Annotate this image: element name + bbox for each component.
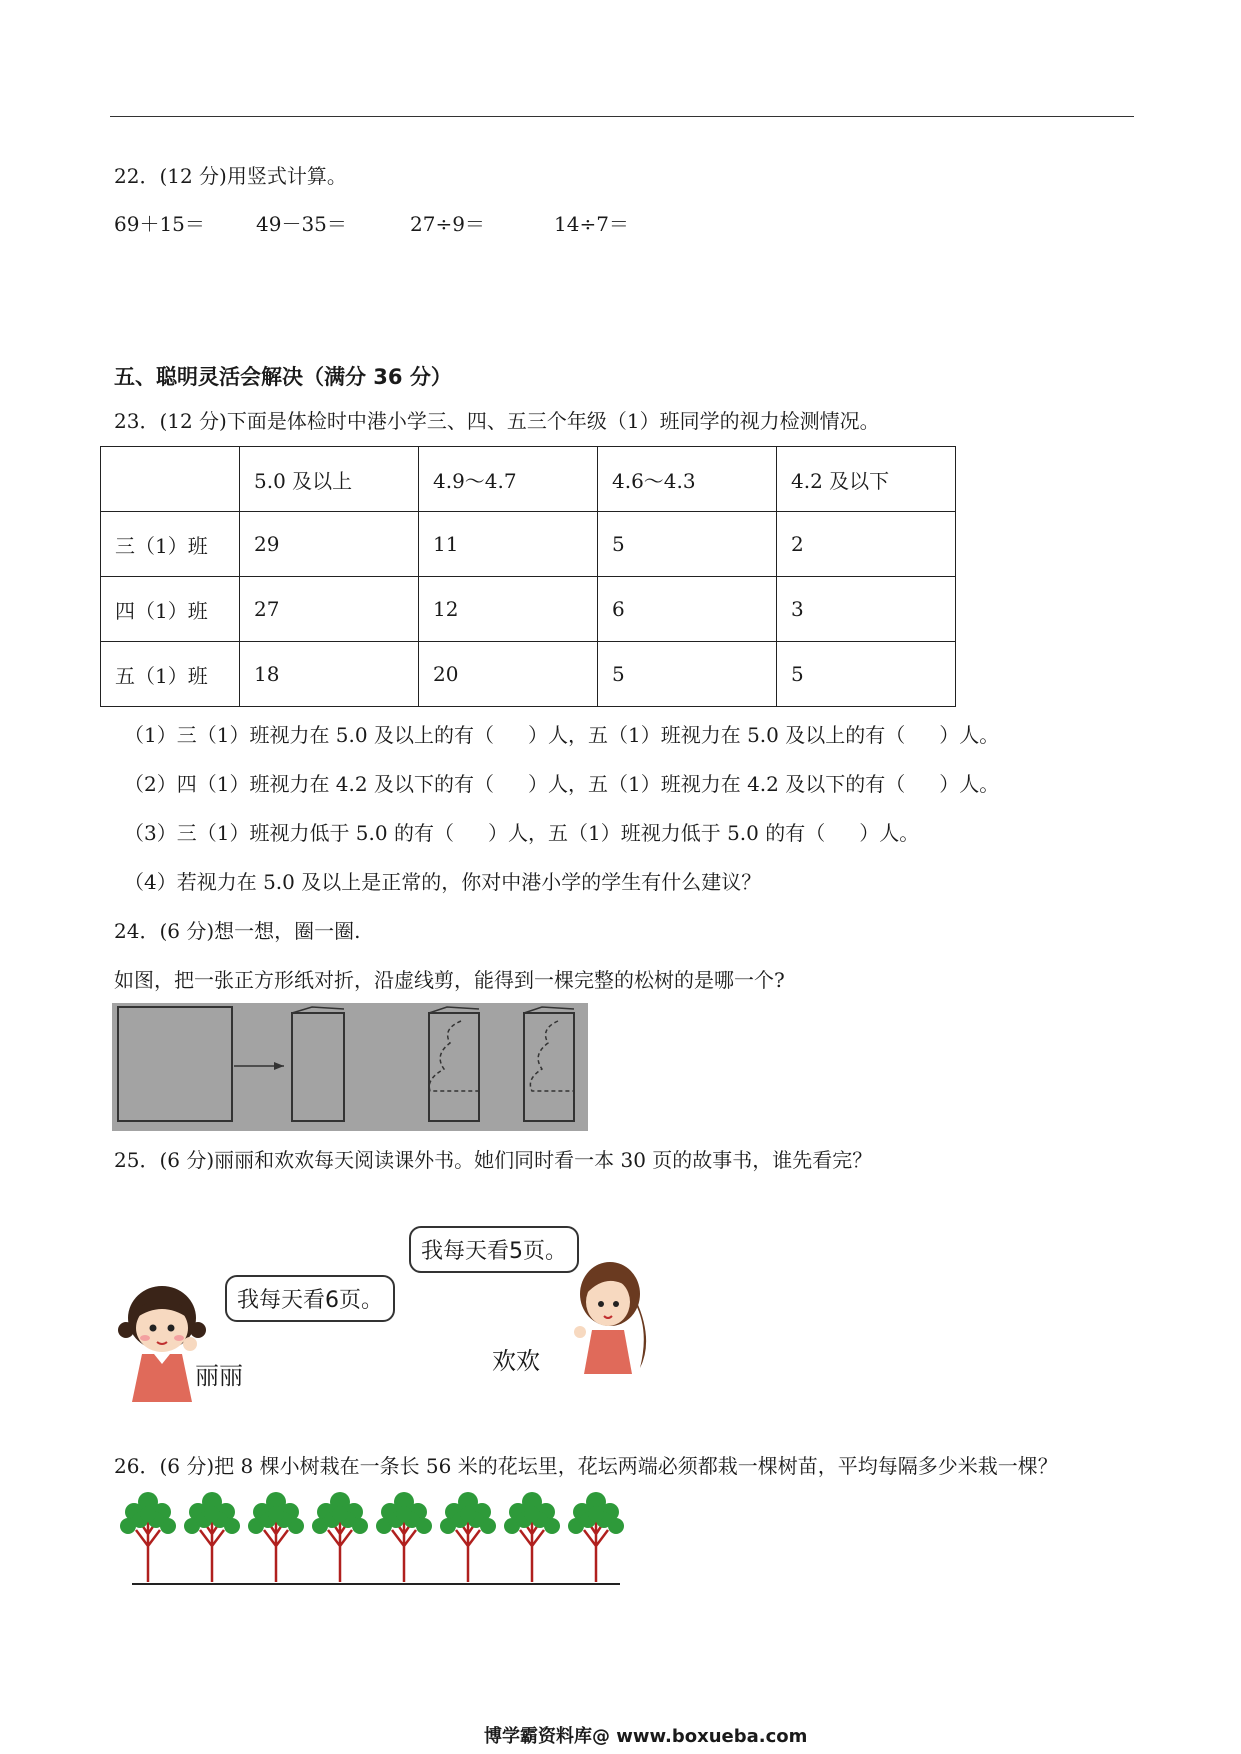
table-header-cell (101, 447, 240, 512)
q24-title: 24．(6 分)想一想，圈一圈. (114, 919, 361, 943)
q23-title: 23．(12 分)下面是体检时中港小学三、四、五三个年级（1）班同学的视力检测情况。 (114, 409, 880, 433)
table-row (101, 577, 956, 642)
tree-icon (184, 1492, 240, 1582)
table-cell: 27 (240, 577, 419, 642)
q23-sub3 (124, 823, 919, 843)
lili-speech-bubble: 我每天看6页。 (225, 1275, 395, 1322)
lili-name: 丽丽 (195, 1362, 243, 1390)
table-cell: 5 (598, 642, 777, 707)
table-cell: 五（1）班 (101, 642, 240, 707)
table-cell: 29 (240, 512, 419, 577)
tree-icon (120, 1492, 176, 1582)
tree-row-figure (114, 1490, 634, 1590)
section5-title: 五、聪明灵活会解决（满分 36 分） (114, 365, 452, 389)
tree-icon (312, 1492, 368, 1582)
tree-icon (440, 1492, 496, 1582)
q22-title: 22．(12 分)用竖式计算。 (114, 164, 347, 188)
table-cell: 12 (419, 577, 598, 642)
paper-fold-figure (112, 1003, 588, 1131)
tree-group (120, 1492, 624, 1582)
table-cell: 6 (598, 577, 777, 642)
table-row (101, 512, 956, 577)
huanhuan-avatar (566, 1250, 654, 1380)
q25-title: 25．(6 分)丽丽和欢欢每天阅读课外书。她们同时看一本 30 页的故事书，谁先看完？ (114, 1148, 873, 1172)
table-cell: 18 (240, 642, 419, 707)
table-cell: 5 (777, 642, 956, 707)
q23-sub1-part-b: ）人，五（1）班视力在 5.0 及以上的有（ (527, 723, 906, 747)
tree-icon (248, 1492, 304, 1582)
q23-sub2-part-c: ）人。 (939, 772, 1000, 796)
q23-sub2 (124, 774, 999, 794)
q26-title: 26．(6 分)把 8 棵小树栽在一条长 56 米的花坛里，花坛两端必须都栽一棵树苗，平均每隔多少米栽一棵？ (114, 1454, 1058, 1478)
table-cell: 11 (419, 512, 598, 577)
tree-icon (568, 1492, 624, 1582)
tree-icon (504, 1492, 560, 1582)
table-header-cell: 5.0 及以上 (240, 447, 419, 512)
tree-icon (376, 1492, 432, 1582)
q23-sub1-part-a: （1）三（1）班视力在 5.0 及以上的有（ (124, 723, 494, 747)
table-cell: 2 (777, 512, 956, 577)
figure-background (112, 1003, 588, 1131)
q24-text: 如图，把一张正方形纸对折，沿虚线剪，能得到一棵完整的松树的是哪一个? (114, 968, 785, 992)
q23-sub1-part-c: ）人。 (939, 723, 1000, 747)
table-header-cell: 4.9～4.7 (419, 447, 598, 512)
q23-sub3-part-c: ）人。 (859, 821, 920, 845)
q23-sub4: （4）若视力在 5.0 及以上是正常的，你对中港小学的学生有什么建议？ (124, 870, 762, 894)
footer-watermark: 博学霸资料库@ www.boxueba.com (484, 1726, 808, 1747)
q23-sub2-part-b: ）人，五（1）班视力在 4.2 及以下的有（ (527, 772, 906, 796)
table-cell: 3 (777, 577, 956, 642)
q23-sub3-part-b: ）人，五（1）班视力低于 5.0 的有（ (487, 821, 826, 845)
huanhuan-name: 欢欢 (492, 1347, 540, 1375)
huanhuan-speech-bubble: 我每天看5页。 (409, 1226, 579, 1273)
table-header-cell: 4.2 及以下 (777, 447, 956, 512)
q22-expr-4: 14÷7＝ (554, 212, 629, 236)
table-header-cell: 4.6～4.3 (598, 447, 777, 512)
table-cell: 四（1）班 (101, 577, 240, 642)
q23-sub3-part-a: （3）三（1）班视力低于 5.0 的有（ (124, 821, 454, 845)
q23-sub1 (124, 725, 999, 745)
q22-expr-1: 69＋15＝ (114, 212, 205, 236)
table-cell: 5 (598, 512, 777, 577)
q23-sub2-part-a: （2）四（1）班视力在 4.2 及以下的有（ (124, 772, 494, 796)
q22-expr-3: 27÷9＝ (410, 212, 485, 236)
table-row (101, 642, 956, 707)
table-cell: 三（1）班 (101, 512, 240, 577)
vision-table (100, 446, 956, 707)
table-cell: 20 (419, 642, 598, 707)
header-rule (110, 116, 1134, 117)
q22-expr-2: 49－35＝ (256, 212, 347, 236)
table-header-row (101, 447, 956, 512)
